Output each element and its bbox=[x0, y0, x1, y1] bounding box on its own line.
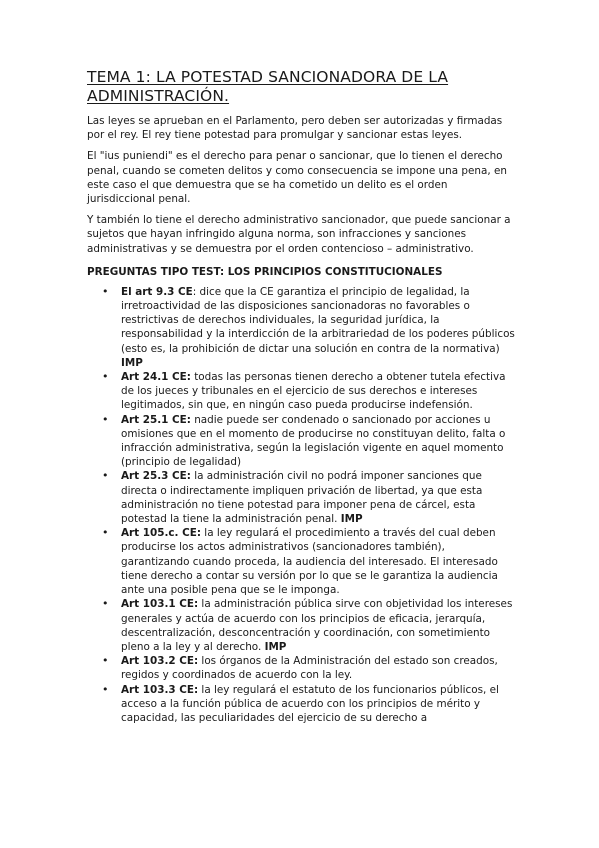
item-text: : dice que la CE garantiza el principio de legalidad, la irretroactividad de las disposiciones sancionadoras no favorables o restrictivas de derechos individuales, la seguridad jurídica, la responsabilidad y la interdicción de la arbitrariedad de los poderes públicos (esto es, la prohibición de dictar una solución en contra de la normativa) bbox=[121, 285, 515, 355]
item-tag: IMP bbox=[340, 513, 363, 526]
item-lead: Art 24.1 CE: bbox=[121, 371, 191, 384]
bullet-icon: • bbox=[102, 597, 109, 611]
item-lead: Art 103.3 CE: bbox=[121, 683, 199, 696]
item-text: la administración civil no podrá imponer sanciones que directa o indirectamente impliquen privación de libertad, ya que esta administración no tiene potestad para imponer pena de cárcel, esta potestad la tiene la administración penal. bbox=[121, 470, 483, 526]
bullet-icon: • bbox=[102, 284, 109, 298]
item-text: los órganos de la Administración del estado son creados, regidos y coordinados de acuerdo con la ley. bbox=[121, 655, 498, 682]
item-tag: IMP bbox=[121, 356, 143, 369]
list-item bbox=[87, 370, 515, 413]
item-text: nadie puede ser condenado o sancionado por acciones u omisiones que en el momento de producirse no constituyan delito, falta o infracción administrativa, según la legislación vigente en aquel momento (principio de legalidad) bbox=[121, 413, 506, 469]
item-text: la ley regulará el estatuto de los funcionarios públicos, el acceso a la función pública de acuerdo con los principios de mérito y capacidad, las peculiaridades del ejercicio de su derecho a bbox=[121, 683, 499, 724]
list-item bbox=[87, 654, 515, 682]
item-text: la administración pública sirve con objetividad los intereses generales y actúa de acuerdo con los principios de eficacia, jerarquía, descentralización, desconcentración y coordinación, con sometimiento pleno a la ley y al derecho. bbox=[121, 598, 513, 653]
list-item bbox=[87, 683, 515, 726]
intro-paragraph-1: Las leyes se aprueban en el Parlamento, pero deben ser autorizadas y firmadas por el rey. El rey tiene potestad para promulgar y sancionar estas leyes. bbox=[87, 115, 503, 142]
item-lead: Art 105.c. CE: bbox=[121, 527, 201, 540]
item-lead: Art 25.3 CE: bbox=[121, 470, 191, 483]
intro-paragraph-2: El "ius puniendi" es el derecho para penar o sancionar, que lo tienen el derecho penal, cuando se cometen delitos y como consecuencia se impone una pena, en este caso el que demuestra que se ha cometido un delito es el orden jurisdiccional penal. bbox=[87, 150, 507, 206]
bullet-icon: • bbox=[102, 682, 109, 696]
bullet-icon: • bbox=[102, 526, 109, 540]
bullet-icon: • bbox=[102, 370, 109, 384]
item-lead: Art 25.1 CE: bbox=[121, 413, 191, 426]
item-tag: IMP bbox=[264, 640, 287, 653]
bullet-icon: • bbox=[102, 654, 109, 668]
list-item bbox=[87, 597, 515, 654]
test-question-list bbox=[87, 285, 515, 725]
list-item bbox=[87, 469, 515, 526]
list-item bbox=[87, 526, 515, 597]
item-text: la ley regulará el procedimiento a través del cual deben producirse los actos administrativos (sancionadores también), garantizando cuando proceda, la audiencia del interesado. El interesado tiene derecho a contar su versión por lo que se le garantiza la audiencia ante una posible pena que se le imponga. bbox=[121, 527, 498, 597]
section-heading: PREGUNTAS TIPO TEST: LOS PRINCIPIOS CONSTITUCIONALES bbox=[87, 265, 443, 278]
document-title: TEMA 1: LA POTESTAD SANCIONADORA DE LA ADMINISTRACIÓN. bbox=[87, 68, 449, 105]
list-item bbox=[87, 285, 515, 370]
item-lead: Art 103.1 CE: bbox=[121, 598, 199, 611]
item-text: todas las personas tienen derecho a obtener tutela efectiva de los jueces y tribunales en el ejercicio de sus derechos e intereses legitimados, sin que, en ningún caso pueda producirse indefensión. bbox=[121, 371, 506, 412]
list-item bbox=[87, 413, 515, 470]
document-page bbox=[87, 68, 515, 725]
item-lead: Art 103.2 CE: bbox=[121, 655, 199, 668]
bullet-icon: • bbox=[102, 412, 109, 426]
intro-paragraph-3: Y también lo tiene el derecho administrativo sancionador, que puede sancionar a sujetos que hayan infringido alguna norma, son infracciones y sanciones administrativas y se demuestra por el orden contencioso – administrativo. bbox=[87, 214, 511, 255]
bullet-icon: • bbox=[102, 469, 109, 483]
item-lead: El art 9.3 CE bbox=[121, 285, 193, 298]
